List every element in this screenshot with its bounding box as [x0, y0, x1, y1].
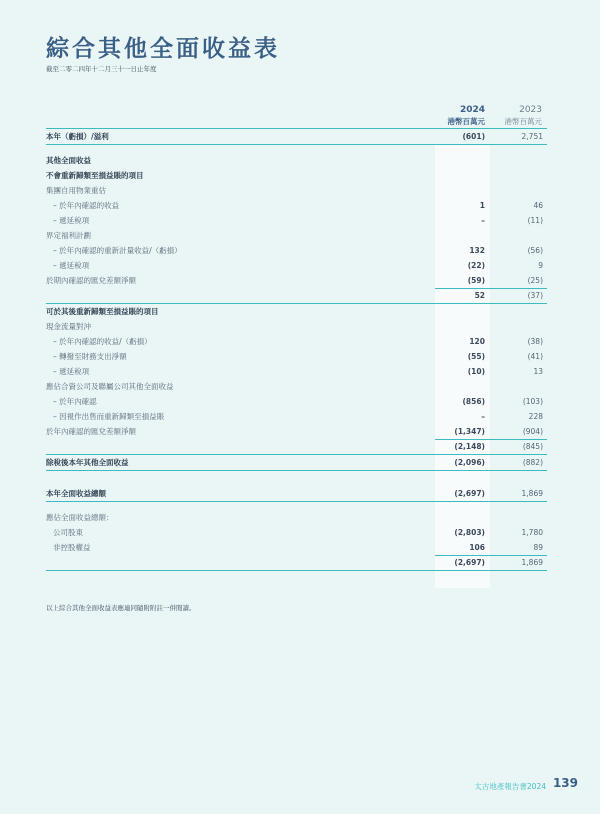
subsection-heading: 不會重新歸類至損益賬的項目 — [46, 171, 144, 180]
total-row: 本年全面收益總額 (2,697) 1,869 — [46, 486, 547, 502]
subtotal-row: 52 (37) — [46, 288, 547, 304]
column-header-2024: 2024 港幣百萬元 — [447, 105, 485, 126]
table-row: 非控股權益 106 89 — [53, 543, 543, 552]
table-row: – 遞延稅項 (10) 13 — [53, 367, 543, 376]
table-row: 於年內確認的匯兌差額淨額 (1,347) (904) — [46, 427, 543, 436]
financial-table — [46, 128, 547, 571]
table-row: – 因視作出售而重新歸類至損益賬 – 228 — [53, 412, 543, 421]
table-row: – 於年內確認的重新計量收益/（虧損） 132 (56) — [53, 246, 543, 255]
table-row: – 於年內確認的收益 1 46 — [53, 201, 543, 210]
table-row: 於期內確認的匯兌差額淨額 (59) (25) — [46, 276, 543, 285]
page-title: 綜合其他全面收益表 — [46, 36, 280, 62]
table-row: 應佔全面收益總額： — [46, 513, 114, 522]
table-row: – 遞延稅項 (22) 9 — [53, 261, 543, 270]
table-row: – 遞延稅項 – (11) — [53, 216, 543, 225]
table-row: 界定福利計劃 — [46, 231, 91, 240]
footnote: 以上綜合其他全面收益表應連同隨附附註一併閱讀。 — [46, 604, 196, 612]
subsection-heading: 可於其後重新歸類至損益賬的項目 — [46, 307, 159, 316]
table-row: 集團自用物業重估 — [46, 186, 106, 195]
report-name: 太古地產報告書2024 — [474, 782, 546, 791]
total-row: 除稅後本年其他全面收益 (2,096) (882) — [46, 455, 547, 471]
table-row: – 轉撥至財務支出淨額 (55) (41) — [53, 352, 543, 361]
table-row: – 於年內確認 (856) (103) — [53, 397, 543, 406]
table-row: 本年（虧損）/溢利 (601) 2,751 — [46, 128, 547, 145]
page-number: 139 — [552, 776, 578, 790]
period-subtitle: 截至二零二四年十二月三十一日止年度 — [46, 65, 157, 73]
subtotal-row: (2,148) (845) — [46, 439, 547, 455]
subtotal-row: (2,697) 1,869 — [46, 555, 547, 571]
table-row: 現金流量對沖 — [46, 322, 91, 331]
table-row: 公司股東 (2,803) 1,780 — [53, 528, 543, 537]
table-row: 應佔合資公司及聯屬公司其他全面收益 — [46, 382, 174, 391]
table-row: – 於年內確認的收益/（虧損） 120 (38) — [53, 337, 543, 346]
section-heading: 其他全面收益 — [46, 156, 91, 165]
column-header-2023: 2023 港幣百萬元 — [504, 105, 542, 126]
